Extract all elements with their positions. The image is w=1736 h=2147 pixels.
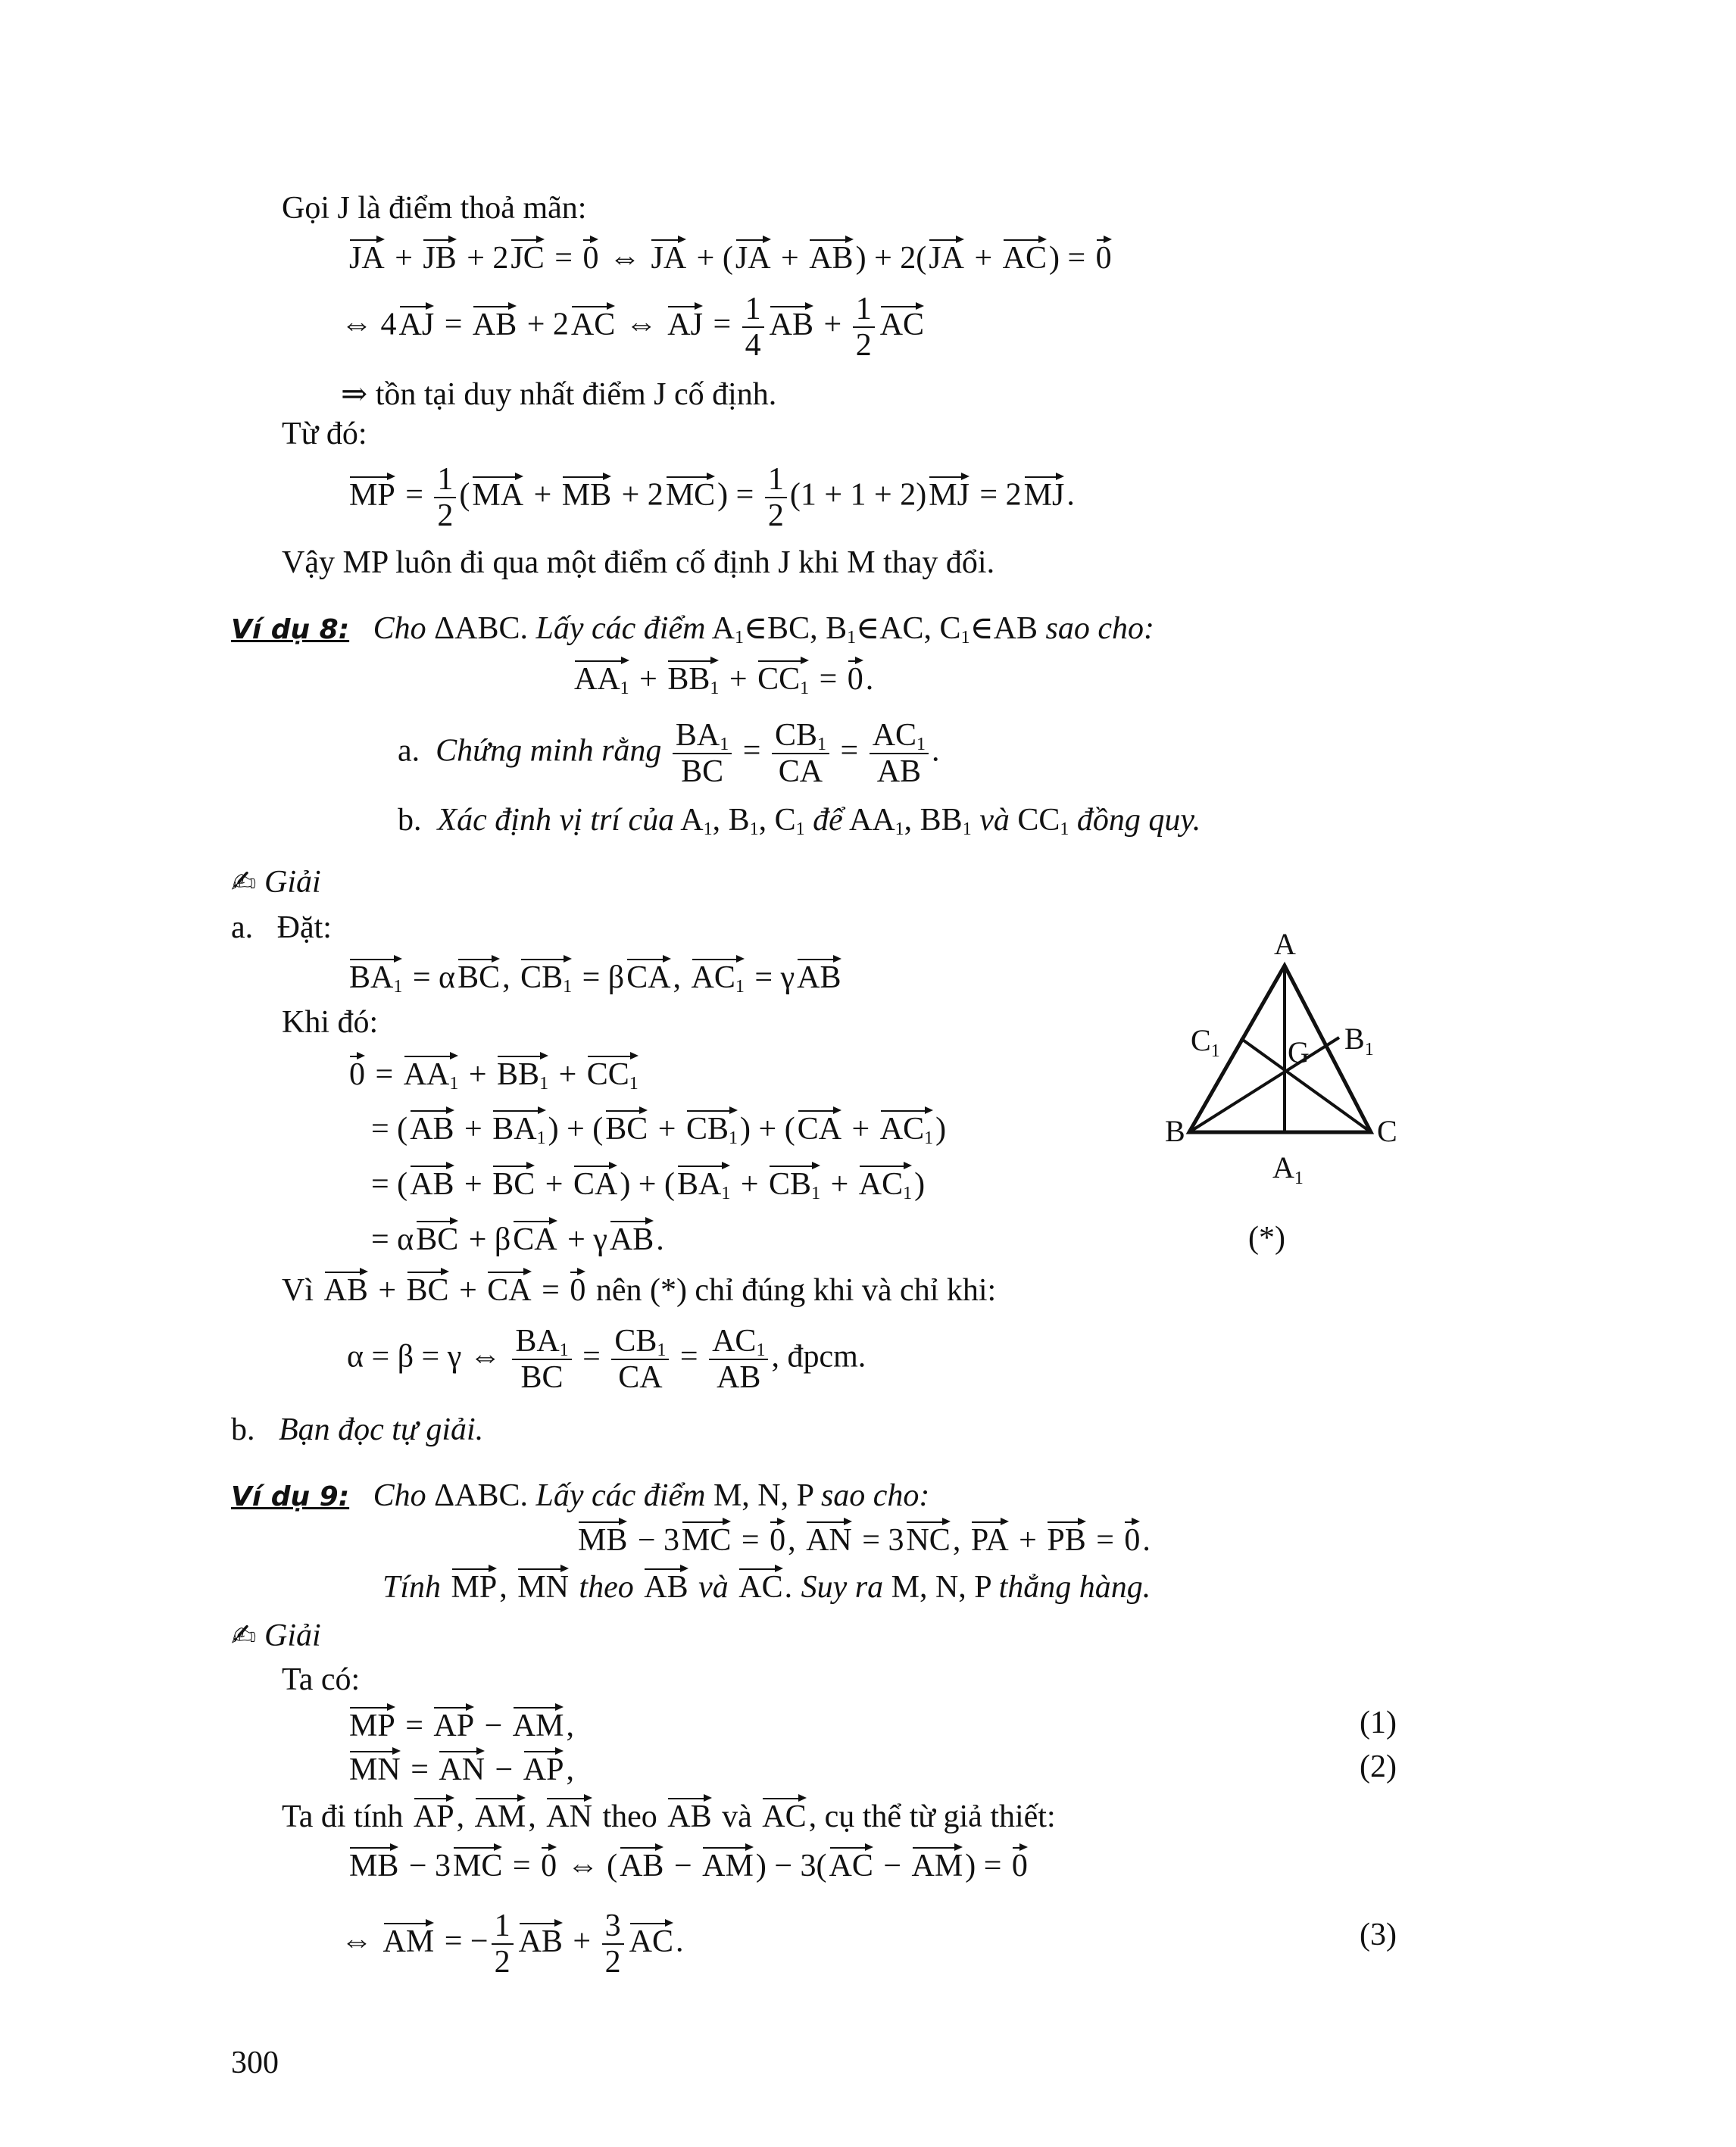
vertex-label-b: B xyxy=(1165,1114,1185,1148)
pen-icon: ✍ xyxy=(231,1618,257,1653)
equation: JA + JB + 2JC = 0 ⇔ JA + (JA + AB) + 2(JA + AC) = 0 xyxy=(347,236,1114,277)
equation: MP = $\frac{1}{2}$ (MA + MB + 2MC) = $\frac{1}{2}$ (1 + 1 + 2)MJ = 2MJ. xyxy=(349,462,1075,533)
equation-number: (3) xyxy=(1360,1918,1397,1952)
triangle-figure xyxy=(1136,913,1424,1200)
equation: ⇔ AM = − $\frac{1}{2}$ AB + $\frac{3}{2}$ AC. xyxy=(341,1908,684,1980)
vertex-label-a: A xyxy=(1274,927,1296,961)
equation: $0 = AA_1 + BB_1 + CC_1$ xyxy=(347,1053,641,1094)
example-8-statement: Ví dụ 8: Cho ΔABC. Lấy các điểm $A_1\in BC$, $B_1\in AC$, $C_1\in AB$ sao cho: xyxy=(231,611,1154,648)
equation: MN = AN − AP, xyxy=(347,1748,574,1789)
text-line: Vì AB + BC + CA = 0 nên (*) chỉ đúng khi và chỉ khi: xyxy=(282,1269,996,1309)
equation: α = β = γ ⇔ $\frac{BA_1}{BC}$ = $\frac{CB_1}{CA}$ = $\frac{AC_1}{AB}$ , đpcm. xyxy=(347,1324,866,1395)
equation: = $(AB + BA_1) + (BC + CB_1) + (CA + AC_1)$ xyxy=(371,1107,946,1148)
equation: = (AB + BC + $CA) + (BA_1 + CB_1 + AC_1)$ xyxy=(371,1162,925,1203)
equation: ⇔ 4AJ = AB + 2AC ⇔ AJ = $\frac{1}{4}$ AB + $\frac{1}{2}$ AC xyxy=(341,292,925,363)
text-line: Vậy MP luôn đi qua một điểm cố định J khi M thay đổi. xyxy=(282,545,995,580)
text-line: Khi đó: xyxy=(282,1005,379,1040)
centroid-label-g: G xyxy=(1288,1035,1310,1069)
text-line: Ta có: xyxy=(282,1662,361,1697)
equation: $BA_1 = \alpha BC$, $CB_1 = \beta CA$, $AC_1 = \gamma AB$ xyxy=(347,956,844,997)
equation: MB − 3MC = 0, AN = 3NC, PA + PB = 0. xyxy=(576,1518,1151,1559)
example-8-heading: Ví dụ 8: xyxy=(231,614,350,645)
example-8-part-b: b. Xác định vị trí của $A_1$, $B_1$, $C_1$ để $AA_1$, $BB_1$ và $CC_1$ đồng quy. xyxy=(398,803,1201,839)
example-9-question: Tính MP, MN theo AB và AC. Suy ra M, N, P thẳng hàng. xyxy=(382,1565,1151,1606)
point-label-b1: $B_1$ xyxy=(1344,1022,1374,1059)
text-line: b. Bạn đọc tự giải. xyxy=(231,1412,484,1447)
text-line: Từ đó: xyxy=(282,417,367,451)
point-label-a1: $A_1$ xyxy=(1272,1150,1304,1188)
vertex-label-c: C xyxy=(1377,1114,1397,1148)
equation: MB − 3MC = 0 ⇔ (AB − AM) − 3(AC − AM) = 0 xyxy=(347,1844,1030,1885)
equation-star-label: (*) xyxy=(1248,1221,1285,1256)
pen-icon: ✍ xyxy=(231,865,257,900)
equation: $AA_1 + BB_1 + CC_1 = 0$. xyxy=(572,657,873,698)
example-9-statement: Ví dụ 9: Cho ΔABC. Lấy các điểm M, N, P sao cho: xyxy=(231,1478,930,1513)
text-line: a. Đặt: xyxy=(231,910,332,945)
text-line: Gọi J là điểm thoả mãn: xyxy=(282,191,587,226)
example-9-heading: Ví dụ 9: xyxy=(231,1481,350,1512)
equation: = αBC + βCA + γAB. xyxy=(371,1218,664,1259)
page-number: 300 xyxy=(231,2046,279,2080)
text-line: Ta đi tính AP, AM, AN theo AB và AC, cụ thể từ giả thiết: xyxy=(282,1795,1056,1836)
text-line: ⇒ tồn tại duy nhất điểm J cố định. xyxy=(341,377,777,412)
solution-label: ✍ Giải xyxy=(231,1618,321,1653)
equation: MP = AP − AM, xyxy=(347,1704,574,1745)
solution-label: ✍ Giải xyxy=(231,865,321,900)
example-8-part-a: a. Chứng minh rằng $\frac{BA_1}{BC}$ = $\frac{CB_1}{CA}$ = $\frac{AC_1}{AB}$ . xyxy=(398,718,940,789)
equation-number: (1) xyxy=(1360,1705,1397,1740)
point-label-c1: $C_1$ xyxy=(1191,1023,1220,1061)
equation-number: (2) xyxy=(1360,1749,1397,1784)
